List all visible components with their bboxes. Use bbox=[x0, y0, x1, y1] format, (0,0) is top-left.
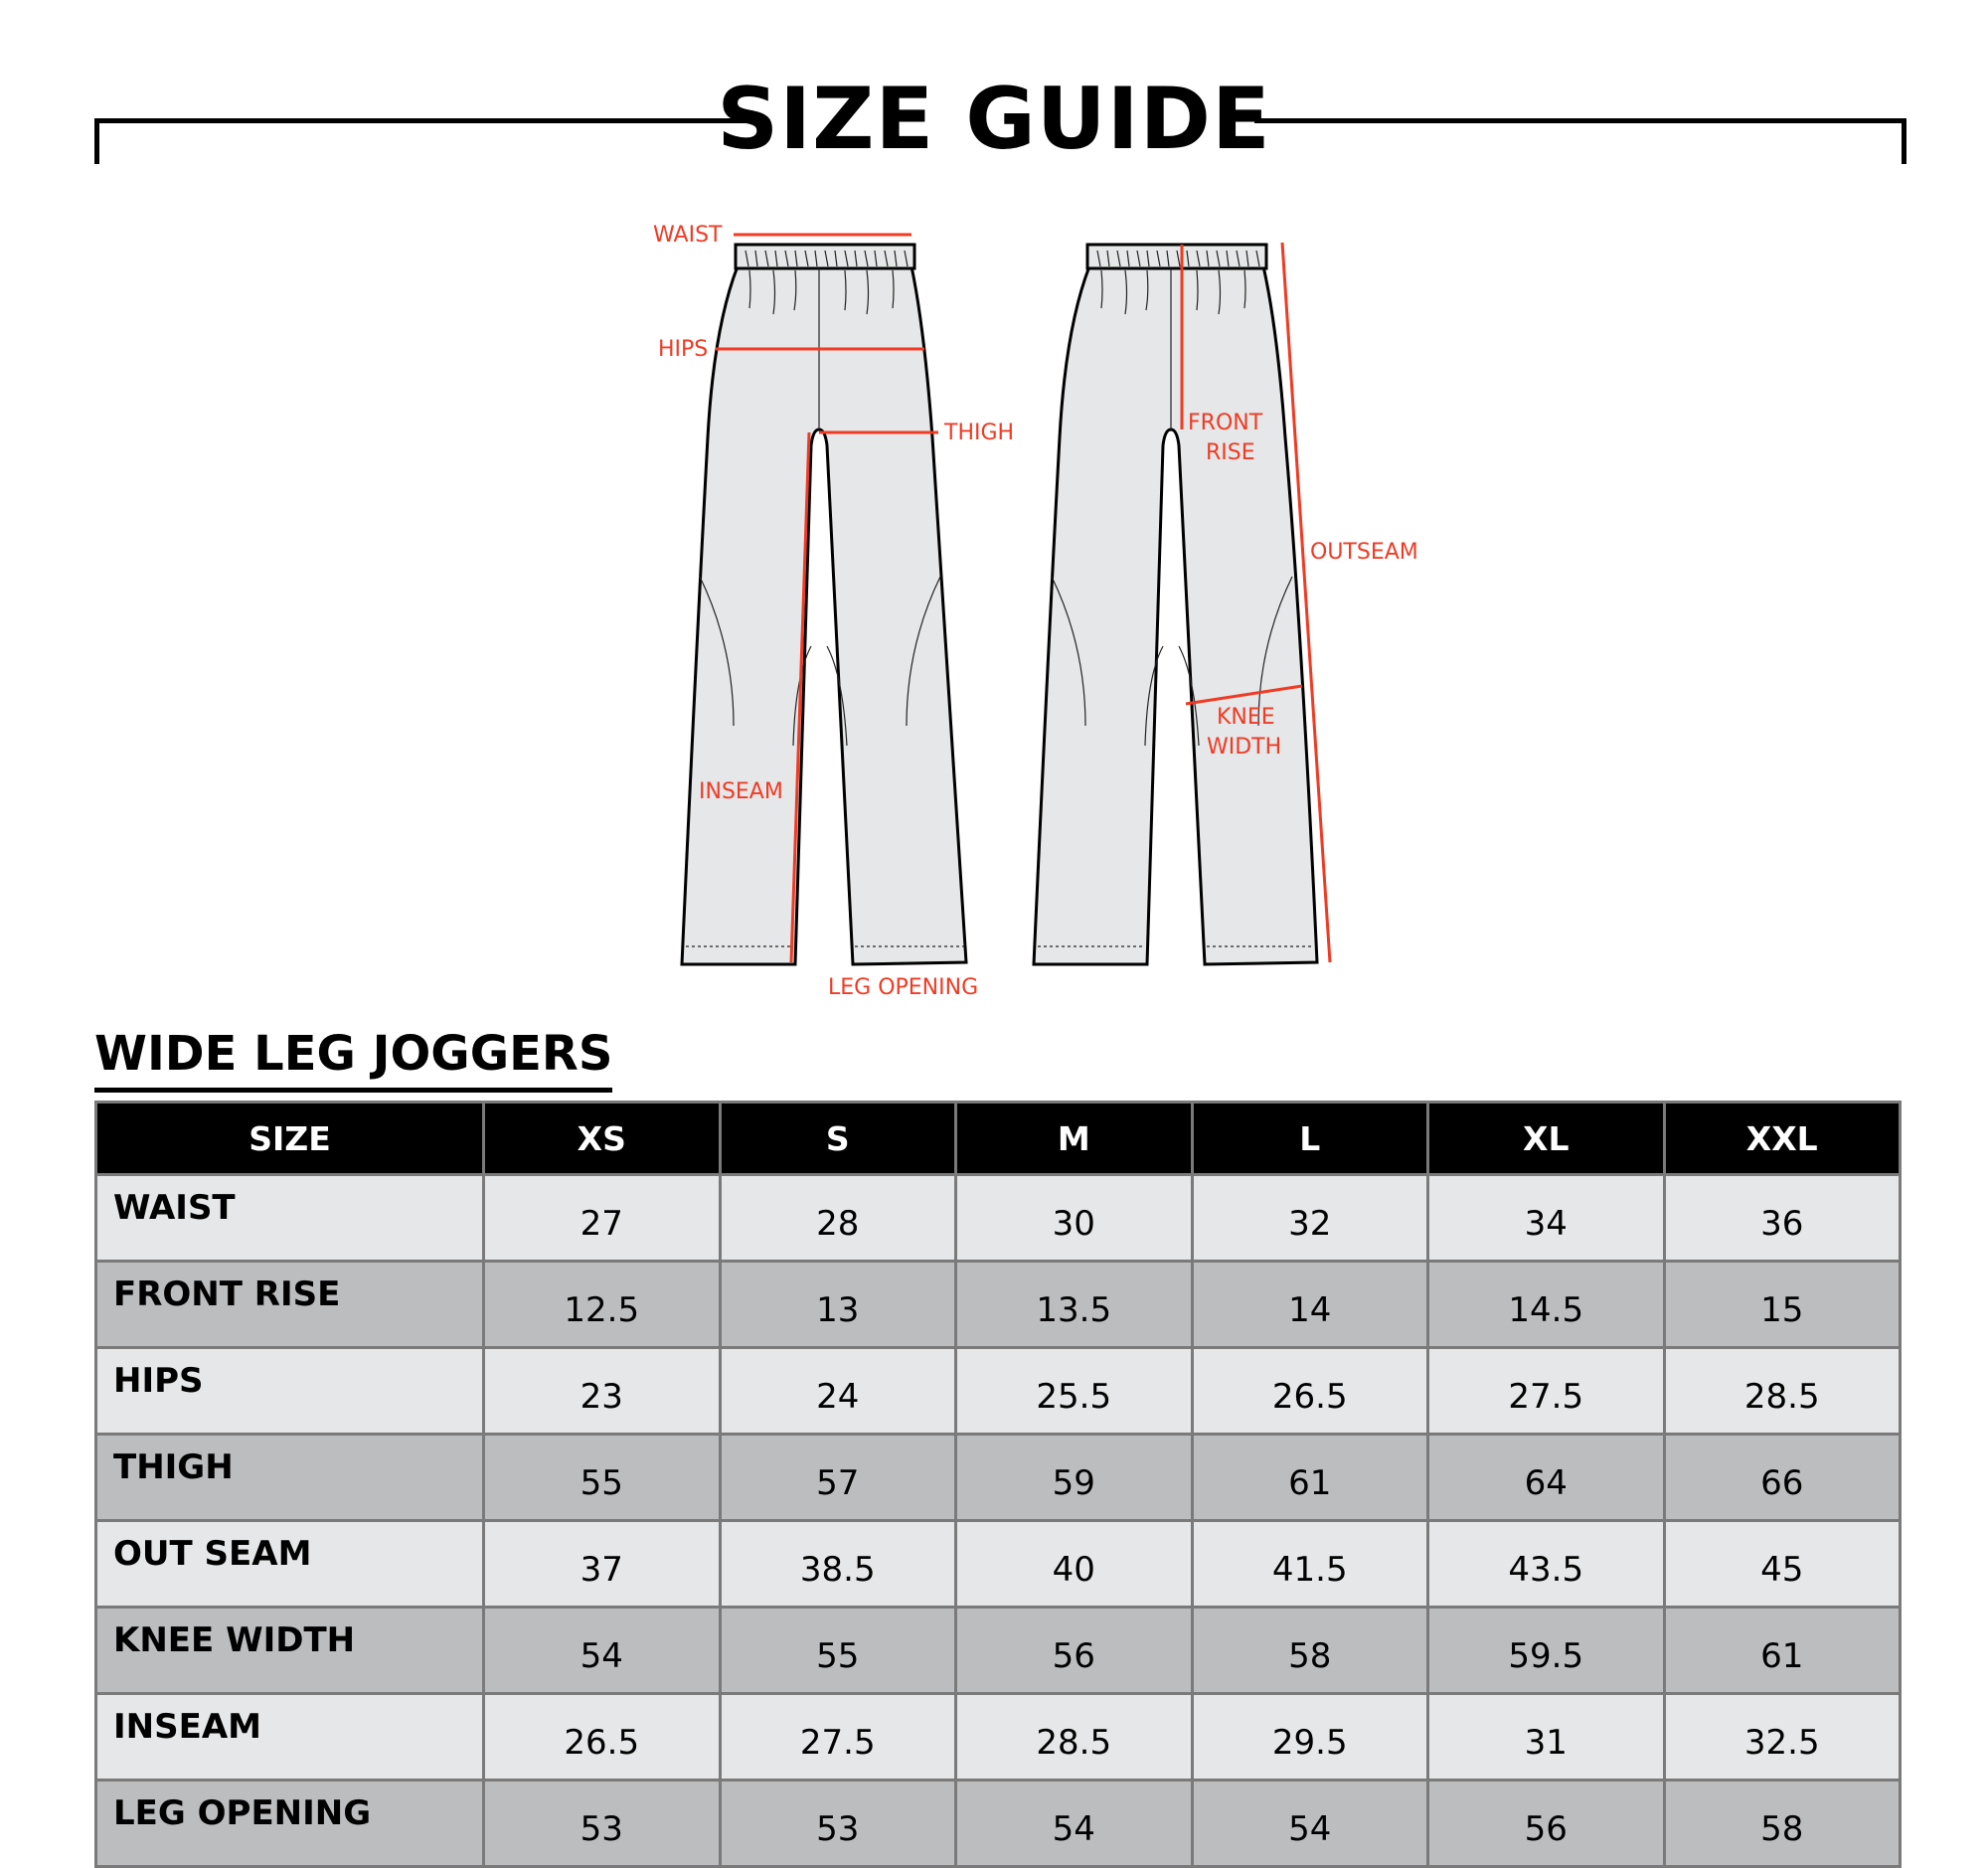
table-header-row bbox=[96, 1103, 1901, 1175]
page-title: SIZE GUIDE bbox=[717, 70, 1271, 169]
table-cell: 45 bbox=[1664, 1521, 1901, 1608]
table-cell: 43.5 bbox=[1428, 1521, 1665, 1608]
table-cell: 34 bbox=[1428, 1175, 1665, 1262]
table-cell: 61 bbox=[1664, 1608, 1901, 1694]
table-cell: 31 bbox=[1428, 1694, 1665, 1781]
row-label: THIGH bbox=[96, 1435, 484, 1521]
table-cell: 27 bbox=[484, 1175, 721, 1262]
table-cell: 41.5 bbox=[1192, 1521, 1428, 1608]
column-header: XXL bbox=[1664, 1103, 1901, 1175]
label-inseam: INSEAM bbox=[699, 779, 783, 804]
row-label: KNEE WIDTH bbox=[96, 1608, 484, 1694]
label-knee: KNEE bbox=[1217, 705, 1275, 730]
column-header: L bbox=[1192, 1103, 1428, 1175]
table-cell: 32 bbox=[1192, 1175, 1428, 1262]
table-cell: 27.5 bbox=[1428, 1348, 1665, 1435]
column-header: SIZE bbox=[96, 1103, 484, 1175]
table-cell: 26.5 bbox=[484, 1694, 721, 1781]
label-width: WIDTH bbox=[1207, 735, 1282, 760]
table-row bbox=[96, 1262, 1901, 1348]
product-title: WIDE LEG JOGGERS bbox=[94, 1024, 612, 1093]
label-leg-opening: LEG OPENING bbox=[828, 975, 979, 1000]
label-front: FRONT bbox=[1188, 411, 1263, 435]
table-cell: 13 bbox=[720, 1262, 956, 1348]
table-cell: 61 bbox=[1192, 1435, 1428, 1521]
column-header: XL bbox=[1428, 1103, 1665, 1175]
column-header: S bbox=[720, 1103, 956, 1175]
table-row bbox=[96, 1521, 1901, 1608]
table-cell: 59 bbox=[956, 1435, 1193, 1521]
row-label: HIPS bbox=[96, 1348, 484, 1435]
table-row bbox=[96, 1175, 1901, 1262]
front-view-pants bbox=[682, 245, 966, 964]
column-header: M bbox=[956, 1103, 1193, 1175]
label-outseam: OUTSEAM bbox=[1310, 540, 1418, 565]
size-table bbox=[94, 1101, 1902, 1868]
table-cell: 13.5 bbox=[956, 1262, 1193, 1348]
label-rise: RISE bbox=[1206, 440, 1255, 465]
table-cell: 37 bbox=[484, 1521, 721, 1608]
row-label: INSEAM bbox=[96, 1694, 484, 1781]
table-row bbox=[96, 1608, 1901, 1694]
label-thigh: THIGH bbox=[944, 421, 1015, 445]
table-cell: 12.5 bbox=[484, 1262, 721, 1348]
table-cell: 58 bbox=[1664, 1781, 1901, 1867]
table-cell: 54 bbox=[1192, 1781, 1428, 1867]
back-view-pants bbox=[1034, 245, 1317, 964]
table-cell: 55 bbox=[484, 1435, 721, 1521]
table-cell: 54 bbox=[956, 1781, 1193, 1867]
measurement-diagram bbox=[596, 214, 1451, 1009]
table-cell: 56 bbox=[1428, 1781, 1665, 1867]
row-label: LEG OPENING bbox=[96, 1781, 484, 1867]
table-cell: 24 bbox=[720, 1348, 956, 1435]
table-cell: 28.5 bbox=[956, 1694, 1193, 1781]
row-label: OUT SEAM bbox=[96, 1521, 484, 1608]
table-cell: 53 bbox=[720, 1781, 956, 1867]
table-cell: 36 bbox=[1664, 1175, 1901, 1262]
table-cell: 56 bbox=[956, 1608, 1193, 1694]
row-label: WAIST bbox=[96, 1175, 484, 1262]
row-label: FRONT RISE bbox=[96, 1262, 484, 1348]
table-cell: 27.5 bbox=[720, 1694, 956, 1781]
table-cell: 64 bbox=[1428, 1435, 1665, 1521]
table-cell: 28 bbox=[720, 1175, 956, 1262]
table-cell: 28.5 bbox=[1664, 1348, 1901, 1435]
table-cell: 66 bbox=[1664, 1435, 1901, 1521]
table-cell: 30 bbox=[956, 1175, 1193, 1262]
table-cell: 55 bbox=[720, 1608, 956, 1694]
table-cell: 59.5 bbox=[1428, 1608, 1665, 1694]
label-waist: WAIST bbox=[653, 223, 723, 248]
table-row bbox=[96, 1781, 1901, 1867]
table-cell: 53 bbox=[484, 1781, 721, 1867]
table-cell: 23 bbox=[484, 1348, 721, 1435]
label-hips: HIPS bbox=[658, 337, 709, 362]
table-cell: 26.5 bbox=[1192, 1348, 1428, 1435]
table-row bbox=[96, 1348, 1901, 1435]
table-cell: 15 bbox=[1664, 1262, 1901, 1348]
table-cell: 29.5 bbox=[1192, 1694, 1428, 1781]
table-cell: 14 bbox=[1192, 1262, 1428, 1348]
table-row bbox=[96, 1694, 1901, 1781]
table-cell: 14.5 bbox=[1428, 1262, 1665, 1348]
table-cell: 40 bbox=[956, 1521, 1193, 1608]
column-header: XS bbox=[484, 1103, 721, 1175]
table-cell: 57 bbox=[720, 1435, 956, 1521]
table-cell: 32.5 bbox=[1664, 1694, 1901, 1781]
table-cell: 38.5 bbox=[720, 1521, 956, 1608]
table-cell: 25.5 bbox=[956, 1348, 1193, 1435]
table-cell: 58 bbox=[1192, 1608, 1428, 1694]
table-cell: 54 bbox=[484, 1608, 721, 1694]
table-row bbox=[96, 1435, 1901, 1521]
